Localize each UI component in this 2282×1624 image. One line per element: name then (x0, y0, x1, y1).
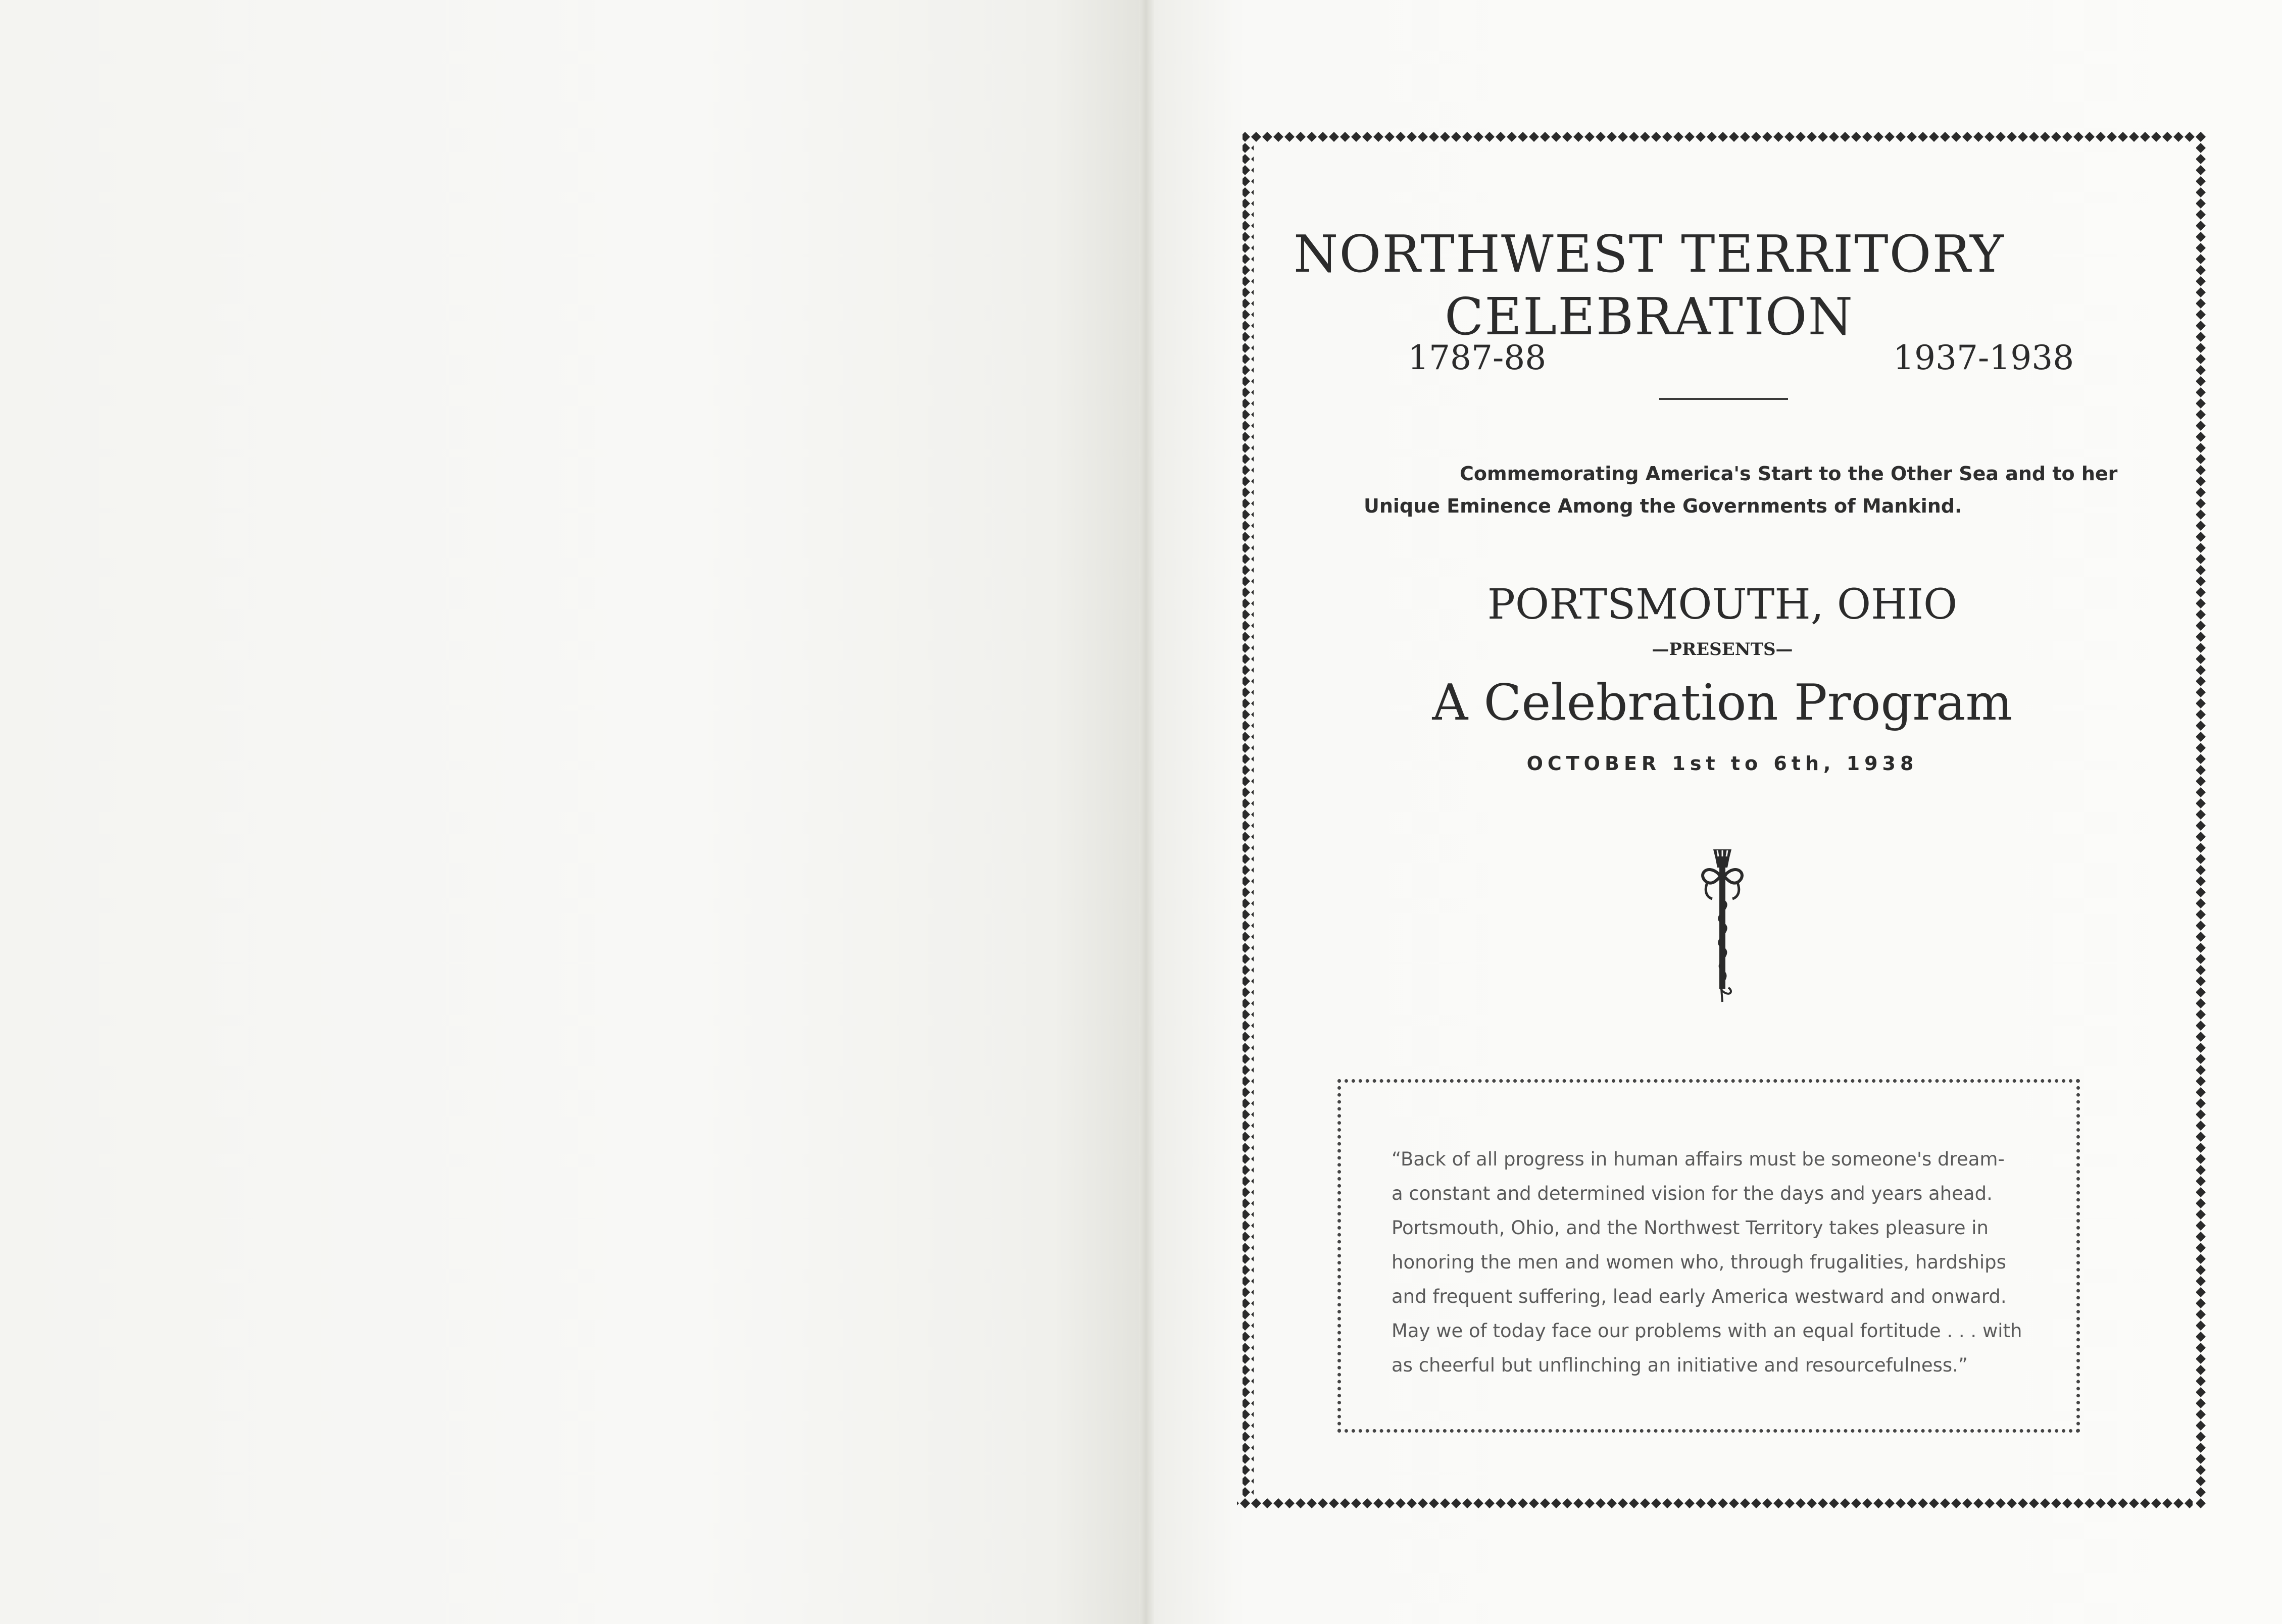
presents-label: —PRESENTS— (1652, 639, 1793, 659)
border-right (2196, 131, 2207, 1508)
border-top (1251, 131, 2206, 142)
years-now: 1937-1938 (1893, 338, 2074, 377)
quote-line: and frequent suffering, lead early America westward and onward. (1392, 1286, 2007, 1307)
quote-line: honoring the men and women who, through frugalities, hardships (1392, 1251, 2006, 1273)
subtitle (1364, 458, 2118, 522)
quote-text (1392, 1142, 2023, 1383)
quote-line: a constant and determined vision for the days and years ahead. (1392, 1183, 1993, 1204)
quote-line: “Back of all progress in human affairs must be someone's dream- (1392, 1148, 2005, 1170)
quote-line: as cheerful but unflinching an initiative and resourcefulness.” (1392, 1354, 1968, 1376)
presenter-city: PORTSMOUTH, OHIO (1487, 581, 1958, 629)
border-bottom (1237, 1497, 2193, 1508)
subtitle-line-2: Unique Eminence Among the Governments of Mankind. (1364, 495, 1962, 517)
program-dates: OCTOBER 1st to 6th, 1938 (1526, 752, 1918, 775)
quote-line: May we of today face our problems with an equal fortitude . . . with (1392, 1320, 2022, 1342)
years-then: 1787-88 (1408, 338, 1547, 377)
title-line-2: CELEBRATION (1445, 287, 1854, 346)
quote-line: Portsmouth, Ohio, and the Northwest Territory takes pleasure in (1392, 1217, 1989, 1239)
subtitle-line-1: Commemorating America's Start to the Other Sea and to her (1460, 463, 2118, 485)
title-line-1: NORTHWEST TERRITORY (1294, 224, 2005, 284)
program-title: A Celebration Program (1432, 674, 2013, 732)
torch-icon (1687, 844, 1758, 1006)
title-rule (1659, 398, 1788, 400)
